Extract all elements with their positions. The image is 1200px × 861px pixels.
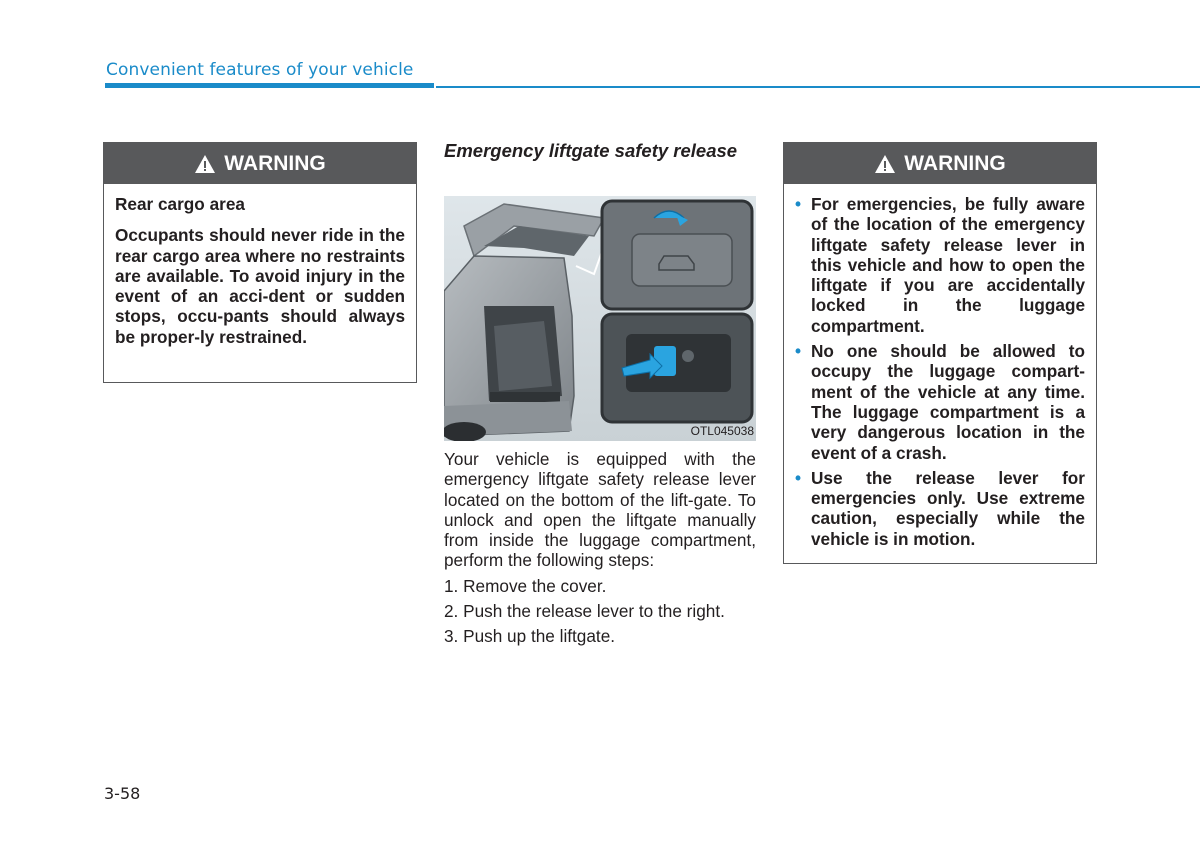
warning-bullet: • Use the release lever for emergencies only. Use extreme caution, especially while the vehicle is in motion.	[795, 468, 1085, 549]
warning-header	[784, 143, 1096, 184]
warning-subtitle: Rear cargo area	[115, 194, 245, 214]
steps-list	[444, 576, 756, 647]
figure-code: OTL045038	[690, 424, 754, 438]
warning-triangle-icon	[194, 154, 216, 174]
warning-box-liftgate	[783, 142, 1097, 564]
header-rule-thin	[436, 86, 1200, 88]
instructions-paragraph: Your vehicle is equipped with the emergency liftgate safety release lever located on the bottom of the lift-gate. To unlock and open the liftgate manually from inside the luggage compartment, perform the following steps:	[444, 449, 756, 571]
page-number: 3-58	[104, 784, 141, 803]
warning-heading: WARNING	[904, 151, 1006, 175]
step-item: 1. Remove the cover.	[444, 575, 607, 596]
warning-header	[104, 143, 416, 184]
step-item: 2. Push the release lever to the right.	[444, 601, 725, 622]
warning-heading: WARNING	[224, 151, 326, 175]
warning-box-rear-cargo	[103, 142, 417, 383]
warning-text: Occupants should never ride in the rear cargo area where no restraints are available. To avoid injury in the event of an acci-dent or sudden stops, occu-pants should always be proper-ly restrained.	[115, 225, 405, 347]
header-rule-thick	[105, 83, 434, 88]
liftgate-release-figure	[444, 196, 756, 441]
section-title: Emergency liftgate safety release	[444, 140, 738, 161]
liftgate-illustration	[444, 196, 756, 441]
warning-triangle-icon	[874, 154, 896, 174]
warning-bullet: • No one should be allowed to occupy the luggage compart-ment of the vehicle at any time. The luggage compartment is a very dangerous location in the event of a crash.	[795, 341, 1085, 463]
section-header-title: Convenient features of your vehicle	[106, 60, 414, 80]
step-item: 3. Push up the liftgate.	[444, 626, 616, 647]
warning-bullet: • For emergencies, be fully aware of the location of the emergency liftgate safety release lever in this vehicle and how to open the liftgate if you are accidentally locked in the luggage compartment.	[795, 194, 1085, 336]
